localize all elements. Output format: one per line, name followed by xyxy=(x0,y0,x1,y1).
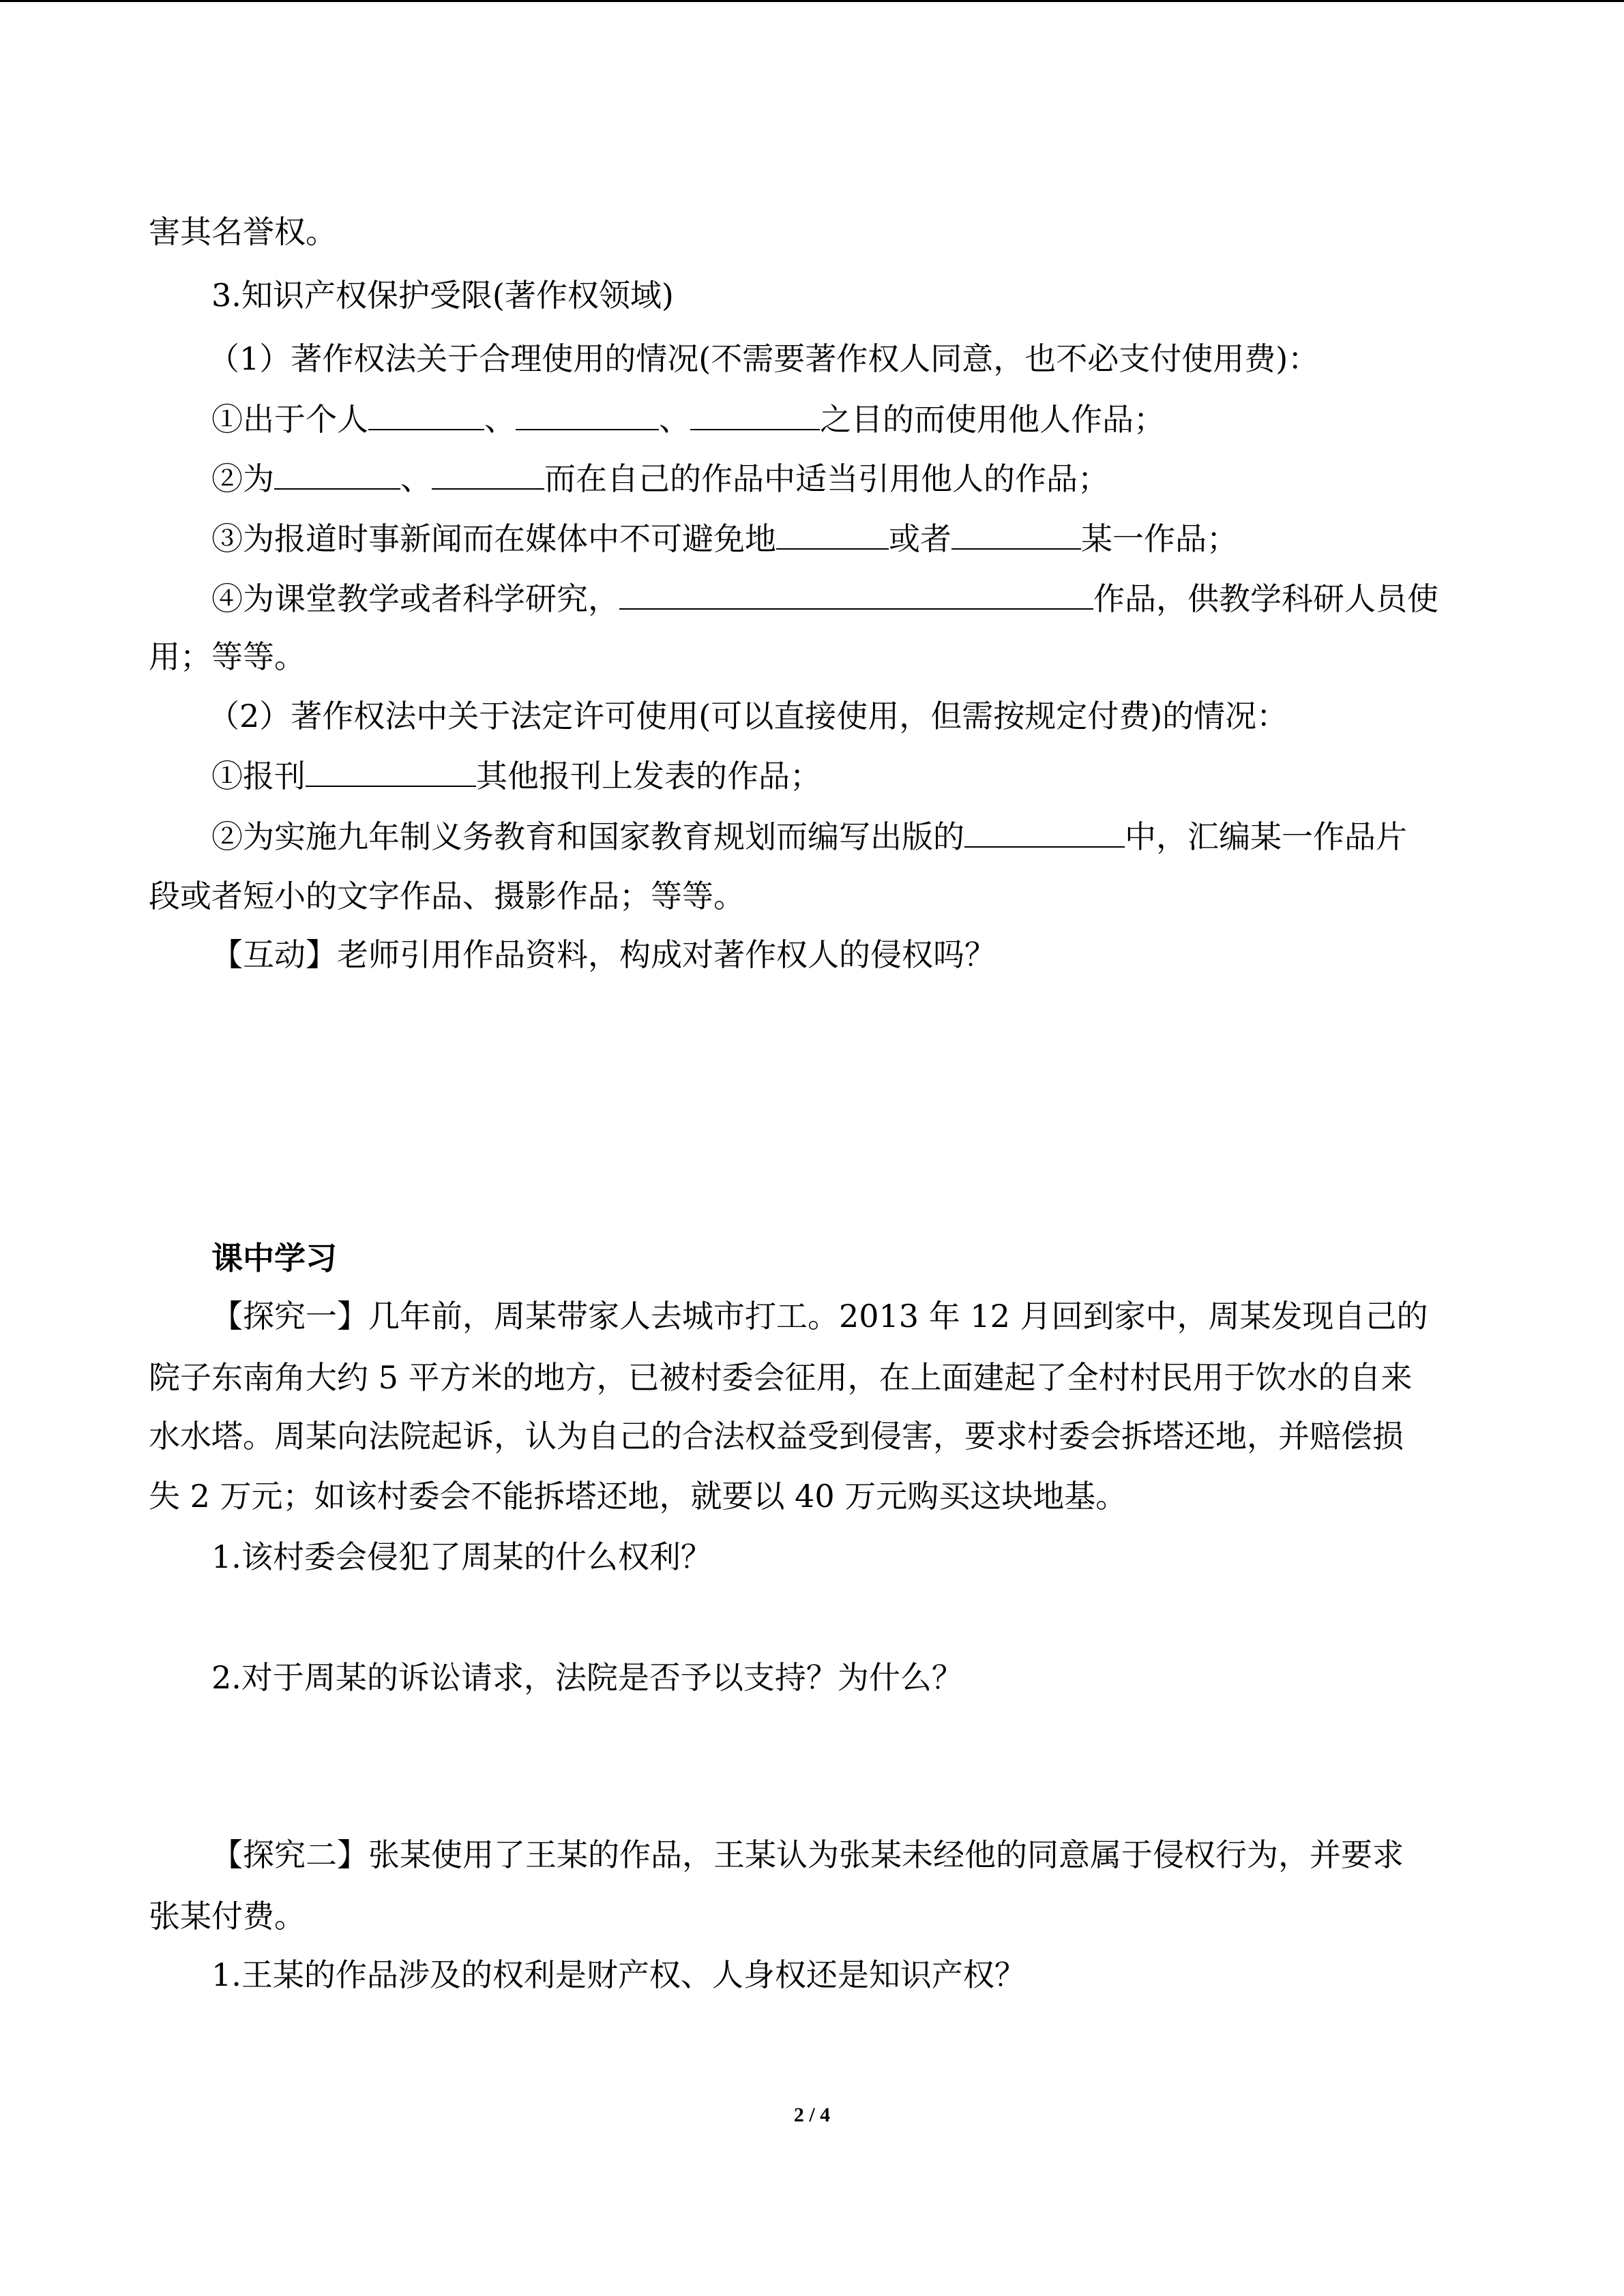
section-title: 课中学习 xyxy=(211,1240,337,1277)
text-line: 水水塔。周某向法院起诉，认为自己的合法权益受到侵害，要求村委会拆塔还地，并赔偿损 xyxy=(149,1418,1404,1455)
text-line: 【探究一】几年前，周某带家人去城市打工。2013 年 12 月回到家中，周某发现自己的 xyxy=(211,1298,1428,1335)
blank xyxy=(432,461,544,490)
fill-blank-line: ①出于个人 、 、 之目的而使用他人作品； xyxy=(211,401,1165,438)
text-line: 院子东南角大约 5 平方米的地方，已被村委会征用，在上面建起了全村村民用于饮水的自来 xyxy=(149,1359,1413,1396)
blank xyxy=(516,402,659,430)
text-line: 段或者短小的文字作品、摄影作品；等等。 xyxy=(149,878,745,914)
text-line: 害其名誉权。 xyxy=(149,213,337,250)
blank xyxy=(690,402,820,430)
question-line: 1.该村委会侵犯了周某的什么权利？ xyxy=(211,1538,712,1575)
page-number: 2 / 4 xyxy=(793,2104,831,2126)
fill-blank-line: ③为报道时事新闻而在媒体中不可避免地 或者 某一作品； xyxy=(211,520,1238,557)
blank xyxy=(964,819,1125,848)
text-line: 用；等等。 xyxy=(149,638,306,675)
text-line: 张某付费。 xyxy=(149,1898,306,1935)
blank xyxy=(776,521,889,550)
text-line: 失 2 万元；如该村委会不能拆塔还地，就要以 40 万元购买这块地基。 xyxy=(149,1478,1127,1515)
fill-blank-line: ②为实施九年制义务教育和国家教育规划而编写出版的 中，汇编某一作品片 xyxy=(211,818,1407,855)
question-line: 1.王某的作品涉及的权利是财产权、人身权还是知识产权？ xyxy=(211,1956,1026,1993)
fill-blank-line: ②为 、 而在自己的作品中适当引用他人的作品； xyxy=(211,460,1109,497)
blank xyxy=(306,758,476,787)
blank xyxy=(368,402,484,430)
text-line: （1）著作权法关于合理使用的情况(不需要著作权人同意，也不必支付使用费)： xyxy=(208,340,1320,377)
text-line: （2）著作权法中关于法定许可使用(可以直接使用，但需按规定付费)的情况： xyxy=(208,698,1288,734)
page-top-border xyxy=(0,0,1624,2)
blank xyxy=(951,521,1081,550)
text-line: 【探究二】张某使用了王某的作品，王某认为张某未经他的同意属于侵权行为，并要求 xyxy=(211,1836,1404,1873)
fill-blank-line: ④为课堂教学或者科学研究， 作品，供教学科研人员使 xyxy=(211,580,1438,617)
fill-blank-line: ①报刊 其他报刊上发表的作品； xyxy=(211,758,821,794)
blank xyxy=(274,461,400,490)
blank xyxy=(619,581,1093,610)
question-line: 2.对于周某的诉讼请求，法院是否予以支持？为什么？ xyxy=(211,1659,963,1696)
section-heading-ip: 3.知识产权保护受限(著作权领域) xyxy=(211,277,674,314)
interaction-question: 【互动】老师引用作品资料，构成对著作权人的侵权吗？ xyxy=(211,936,996,973)
